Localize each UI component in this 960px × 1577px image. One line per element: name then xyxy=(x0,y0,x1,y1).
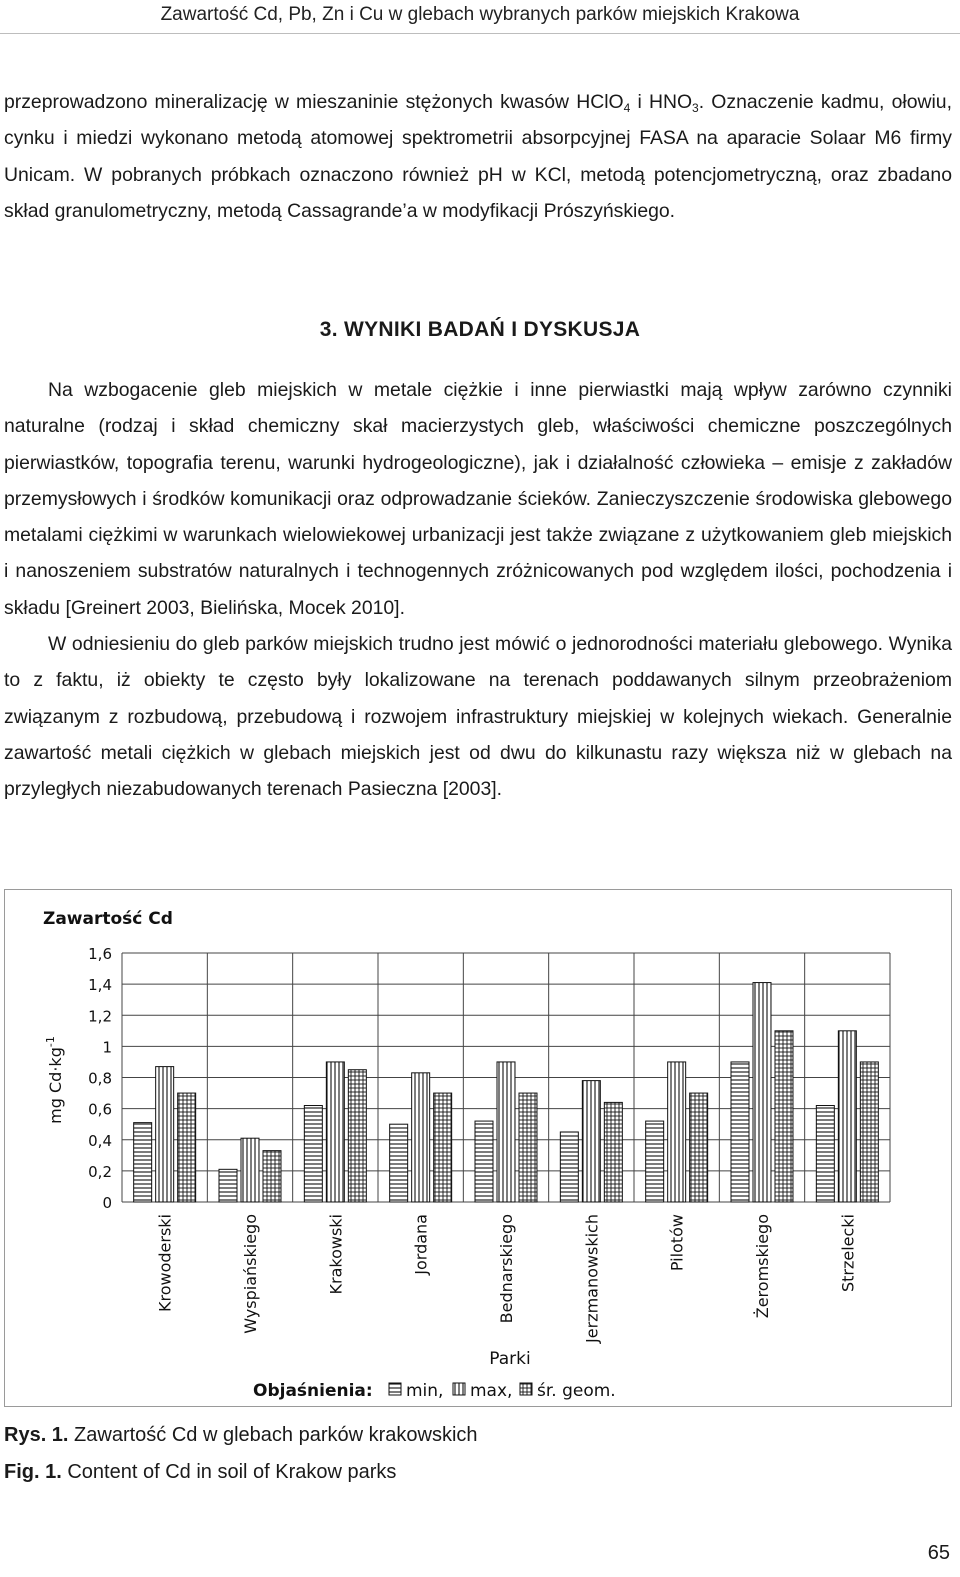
bar-grid xyxy=(348,1070,366,1202)
figure-cd-chart xyxy=(4,889,952,1407)
x-tick-label: Bednarskiego xyxy=(497,1214,516,1324)
bar-horizontal xyxy=(816,1106,834,1202)
caption-pl-label: Rys. 1. xyxy=(4,1424,69,1446)
y-tick-label: 0 xyxy=(102,1194,112,1212)
bar-vertical xyxy=(497,1062,515,1202)
x-axis-label: Parki xyxy=(489,1349,531,1369)
x-tick-label: Wyspiańskiego xyxy=(241,1214,260,1334)
page-number: 65 xyxy=(927,1542,950,1564)
legend-swatch-sr-geom xyxy=(520,1383,532,1395)
bar-vertical xyxy=(838,1031,856,1202)
bar-horizontal xyxy=(219,1169,237,1202)
section-heading: 3. WYNIKI BADAŃ I DYSKUSJA xyxy=(319,318,641,341)
bar-horizontal xyxy=(390,1124,408,1202)
methods-paragraph xyxy=(4,84,952,229)
x-tick-label: Żeromskiego xyxy=(753,1214,772,1319)
bar-vertical xyxy=(753,983,771,1202)
y-tick-label: 1 xyxy=(102,1038,112,1057)
x-tick-label: Jordana xyxy=(411,1214,431,1275)
bar-vertical xyxy=(668,1062,686,1202)
y-axis-label: mg $Cd\cdot kg^{-1}$ xyxy=(44,1036,65,1124)
bar-vertical xyxy=(156,1067,174,1202)
subscript-3: 3 xyxy=(692,101,699,115)
bar-horizontal xyxy=(560,1132,578,1202)
caption-en-text: Content of Cd in soil of Krakow parks xyxy=(61,1461,397,1483)
legend-title: Objaśnienia: xyxy=(253,1381,373,1401)
methods-text-3: . Oznaczenie kadmu, ołowiu, cynku i miedzi wykonano metodą atomowej spektrometrii absorpcyjnej FASA na aparacie Solaar M6 firmy Unicam. W pobranych próbkach oznaczono również pH w KCl, metodą potencjometryczną, oraz zbadano skład granulometryczny, metodą Cassagrande’a w modyfikacji Prószyńskiego. xyxy=(4,91,952,222)
chart-title: Zawartość Cd xyxy=(43,909,173,929)
x-tick-label: Strzelecki xyxy=(838,1214,858,1293)
legend-swatch-max xyxy=(453,1383,465,1395)
bar-grid xyxy=(434,1093,452,1202)
caption-pl-text: Zawartość Cd w glebach parków krakowskich xyxy=(68,1424,478,1446)
methods-text-2: i HNO xyxy=(630,91,693,113)
bar-vertical xyxy=(582,1081,600,1202)
figure-caption-pl xyxy=(4,1422,478,1448)
bar-grid xyxy=(690,1093,708,1202)
bar-grid xyxy=(519,1093,537,1202)
bar-horizontal xyxy=(646,1121,664,1202)
y-tick-label: 1,2 xyxy=(88,1007,112,1026)
caption-en-label: Fig. 1. xyxy=(4,1461,62,1483)
bar-horizontal xyxy=(731,1062,749,1202)
bar-vertical xyxy=(241,1138,259,1202)
results-paragraph-1: Na wzbogacenie gleb miejskich w metale ciężkie i inne pierwiastki mają wpływ zarówno czynniki naturalne (rodzaj i skład chemiczny skał macierzystych gleb, właściwości chemiczne poszczególnych pierwiastków, topografia terenu, warunki hydrogeologiczne), jak i działalność człowieka – emisje z zakładów przemysłowych i środków komunikacji oraz odprowadzanie ścieków. Zanieczyszczenie środowiska glebowego metalami ciężkimi w warunkach wielowiekowej urbanizacji jest także związane z użytkowaniem gleb miejskich i nanoszeniem substratów naturalnych i technogennych zróżnicowanych pod względem ilości, pochodzenia i składu [Greinert 2003, Bielińska, Mocek 2010]. xyxy=(4,379,952,619)
figure-caption-en xyxy=(4,1459,396,1485)
results-paragraph-2: W odniesieniu do gleb parków miejskich trudno jest mówić o jednorodności materiału glebowego. Wynika to z faktu, iż obiekty te często były lokalizowane na terenach poddawanych silnym przeobrażeniom związanym z rozbudową, przebudową i rozwojem infrastruktury miejskiej w kolejnych wiekach. Generalnie zawartość metali ciężkich w glebach miejskich jest od dwu do kilkunastu razy większa niż w glebach na przyległych niezabudowanych terenach Pasieczna [2003]. xyxy=(4,633,952,801)
x-tick-label: Jerzmanowskich xyxy=(582,1214,602,1343)
running-header: Zawartość Cd, Pb, Zn i Cu w glebach wybranych parków miejskich Krakowa xyxy=(0,0,960,34)
chart-legend xyxy=(253,1381,616,1401)
cd-bar-chart xyxy=(5,890,951,1406)
bar-grid xyxy=(604,1102,622,1202)
bar-vertical xyxy=(326,1062,344,1202)
y-tick-label: 0,8 xyxy=(88,1069,112,1088)
bar-vertical xyxy=(412,1073,430,1202)
y-tick-label: 0,2 xyxy=(88,1162,112,1181)
subscript-4: 4 xyxy=(623,101,631,115)
bar-grid xyxy=(178,1093,196,1202)
bar-horizontal xyxy=(304,1106,322,1202)
legend-label-min: min, xyxy=(406,1381,444,1401)
y-tick-label: 1,4 xyxy=(88,976,112,995)
x-tick-label: Pilotów xyxy=(667,1214,687,1272)
legend-label-max: max, xyxy=(470,1381,513,1401)
legend-label-sr-geom: śr. geom. xyxy=(537,1381,616,1401)
y-tick-label: 0,6 xyxy=(88,1100,112,1119)
x-tick-label: Krowoderski xyxy=(155,1214,175,1313)
y-tick-label: 1,6 xyxy=(88,945,112,963)
bar-grid xyxy=(263,1151,281,1202)
legend-swatch-min xyxy=(389,1383,401,1395)
bar-horizontal xyxy=(134,1123,152,1202)
bar-horizontal xyxy=(475,1121,493,1202)
bar-grid xyxy=(775,1031,793,1202)
x-tick-label: Krakowski xyxy=(326,1214,346,1295)
y-tick-label: 0,4 xyxy=(88,1131,112,1150)
results-section xyxy=(4,372,952,808)
bar-grid xyxy=(860,1062,878,1202)
methods-text-1: przeprowadzono mineralizację w mieszaninie stężonych kwasów HClO xyxy=(4,91,624,113)
